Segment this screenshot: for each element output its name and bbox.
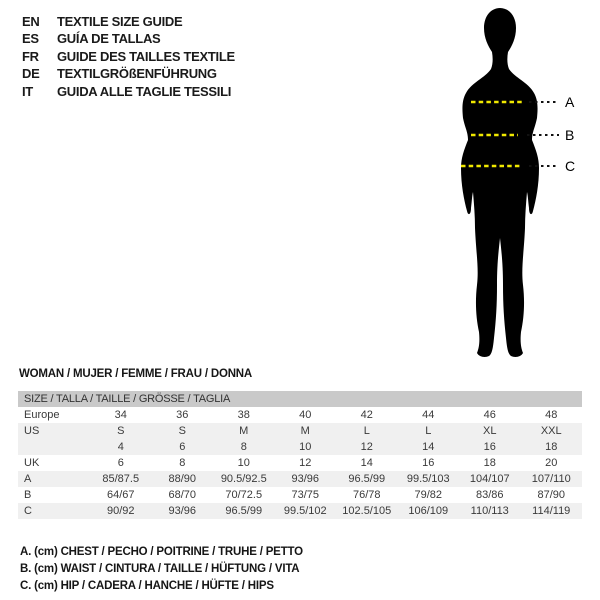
row-label: A [24,473,32,485]
legend-waist: B. (cm) WAIST / CINTURA / TAILLE / HÜFTUNG / VITA [20,563,300,575]
measurement-legend [20,544,303,595]
table-cell: L [425,425,432,437]
language-code: DE [22,66,40,82]
table-cell: 106/109 [408,505,449,517]
table-cell: 90/92 [106,505,135,517]
woman-silhouette-graphic [440,0,600,380]
table-cell: 88/90 [168,473,197,485]
table-row-chest [18,471,582,487]
table-cell: 87/90 [537,489,566,501]
table-cell: 42 [360,409,373,421]
table-cell: 12 [299,457,312,469]
table-cell: 6 [117,457,124,469]
table-cell: 38 [237,409,250,421]
table-cell: 18 [545,441,558,453]
table-cell: 40 [299,409,312,421]
row-label: UK [24,457,40,469]
table-cell: 96.5/99 [348,473,386,485]
table-cell: 46 [483,409,496,421]
legend-hip: C. (cm) HIP / CADERA / HANCHE / HÜFTE / HIPS [20,580,274,592]
measurement-figure [440,0,600,380]
table-row-us-numbers [18,439,582,455]
table-cell: 99.5/102 [283,505,327,517]
language-row-es [22,30,235,47]
row-label: US [24,425,40,437]
table-cell: 64/67 [106,489,135,501]
table-cell: 93/96 [168,505,197,517]
size-table [18,391,582,519]
table-cell: 76/78 [352,489,381,501]
row-label: Europe [24,409,60,421]
table-cell: 16 [483,441,496,453]
table-row-us-letters [18,423,582,439]
table-cell: 83/86 [475,489,504,501]
language-title: TEXTILE SIZE GUIDE [57,14,183,29]
table-cell: 6 [179,441,186,453]
table-cell: 16 [422,457,435,469]
language-title: GUIDE DES TAILLES TEXTILE [57,48,235,64]
table-cell: M [239,425,249,437]
table-cell: 99.5/103 [406,473,450,485]
table-cell: 114/119 [532,505,571,517]
row-label [18,439,90,455]
table-cell: M [300,425,310,437]
marker-label-b: B [565,127,575,143]
size-table-header-row [18,391,582,407]
table-cell: 102.5/105 [342,505,392,517]
table-cell: 44 [422,409,435,421]
table-cell: XXL [540,425,562,437]
table-cell: 96.5/99 [225,505,263,517]
table-cell: 85/87.5 [102,473,140,485]
language-code: IT [22,83,33,99]
table-cell: 12 [360,441,373,453]
table-row-europe [18,407,582,423]
table-cell: 4 [117,441,124,453]
table-cell: 79/82 [414,489,443,501]
row-label: C [24,505,32,517]
table-cell: 68/70 [168,489,197,501]
language-code: ES [22,31,39,47]
language-code: FR [22,48,39,64]
marker-label-a: A [565,94,575,110]
table-cell: 14 [422,441,435,453]
language-title: GUIDA ALLE TAGLIE TESSILI [57,83,232,99]
table-cell: 107/110 [531,473,571,485]
table-cell: 36 [176,409,189,421]
table-cell: 110/113 [470,505,509,517]
table-row-hip [18,503,582,519]
language-row-en [22,13,235,30]
table-cell: 93/96 [291,473,320,485]
table-cell: 73/75 [291,489,320,501]
table-row-waist [18,487,582,503]
table-cell: XL [483,425,497,437]
table-cell: 70/72.5 [225,489,263,501]
table-cell: L [363,425,370,437]
table-cell: 34 [114,409,127,421]
language-title: GUÍA DE TALLAS [57,31,161,47]
table-cell: 10 [299,441,312,453]
row-label: B [24,489,32,501]
table-cell: 104/107 [469,473,510,485]
language-row-fr [22,48,235,65]
legend-chest: A. (cm) CHEST / PECHO / POITRINE / TRUHE / PETTO [20,546,303,558]
table-cell: 14 [360,457,373,469]
language-code: EN [22,14,40,29]
size-table-header: SIZE / TALLA / TAILLE / GRÖSSE / TAGLIA [18,391,582,407]
table-cell: 20 [545,457,558,469]
table-cell: 90.5/92.5 [220,473,267,485]
table-cell: 18 [483,457,496,469]
table-cell: S [117,425,125,437]
language-row-it [22,83,235,100]
table-row-uk [18,455,582,471]
table-cell: 8 [179,457,186,469]
table-cell: 48 [545,409,558,421]
woman-section-heading: WOMAN / MUJER / FEMME / FRAU / DONNA [19,368,253,380]
table-cell: 8 [240,441,247,453]
language-row-de [22,65,235,82]
language-title: TEXTILGRÖßENFÜHRUNG [57,66,217,82]
table-cell: S [178,425,186,437]
table-cell: 10 [237,457,250,469]
language-title-list [22,13,235,100]
marker-label-c: C [565,158,576,174]
